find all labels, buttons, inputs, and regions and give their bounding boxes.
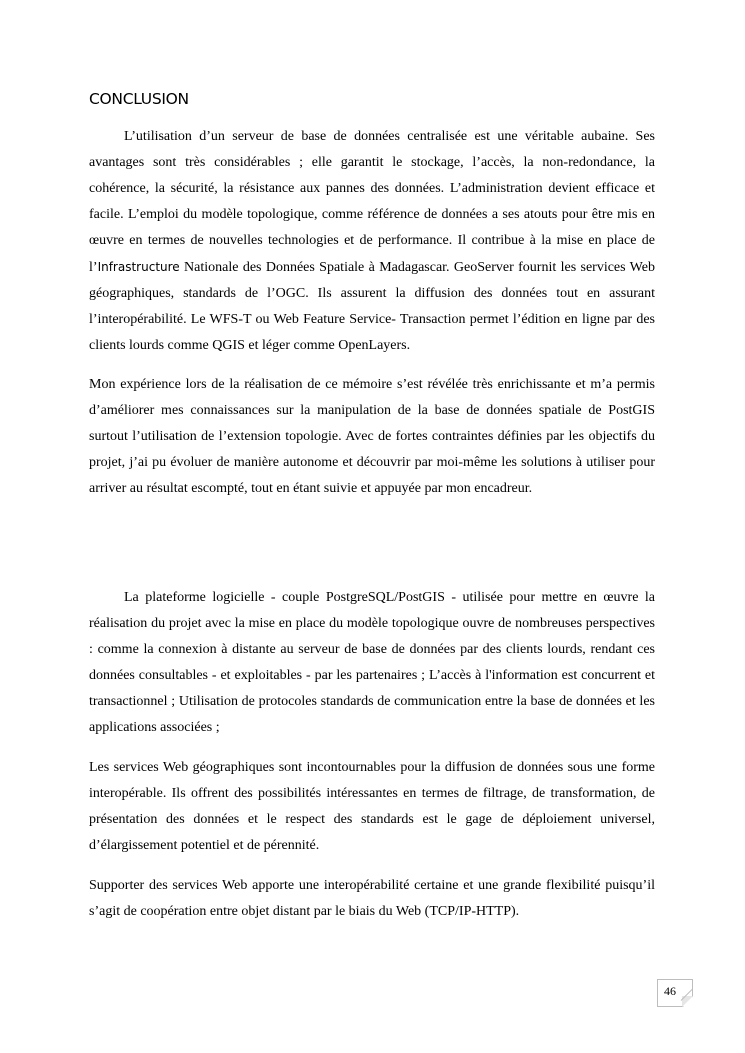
paragraph-experience: Mon expérience lors de la réalisation de ce mémoire s’est révélée très enrichissante et m’a permis d’améliorer mes connaissances sur la manipulation de la base de données spatiale de PostGIS surtout l’utilisation de l’extension topologie. Avec de fortes contraintes définies par les objectifs du projet, j’ai pu évoluer de manière autonome et découvrir par moi-même les solutions à utiliser pour arriver au résultat escompté, tout en étant suivie et appuyée par mon encadreur. <box>89 377 655 496</box>
paragraph-web-services: Les services Web géographiques sont incontournables pour la diffusion de données sous une forme interopérable. Ils offrent des possibilités intéressantes en termes de filtrage, de transformation, de présentation des données et le respect des standards est le gage de déploiement universel, d’élargissement potentiel et de pérennité. <box>89 760 655 853</box>
page-title: CONCLUSION <box>89 90 189 108</box>
paragraph-text: Nationale des Données Spatiale à Madagascar. GeoServer fournit les services Web géographiques, standards de l’OGC. Ils assurent la diffusion des données tout en assurant l’interopérabilité. Le WFS-T ou Web Feature Service- Transaction permet l’édition en ligne par des clients lourds comme QGIS et léger comme OpenLayers. <box>89 260 655 353</box>
paragraph-intro <box>89 124 655 359</box>
paragraph-support: Supporter des services Web apporte une interopérabilité certaine et une grande flexibilité puisqu’il s’agit de coopération entre objet distant par le biais du Web (TCP/IP-HTTP). <box>89 878 655 919</box>
paragraph-text: L’utilisation d’un serveur de base de données centralisée est une véritable aubaine. Ses avantages sont très considérables ; elle garantit le stockage, l’accès, la non-redondance, la cohérence, la sécurité, la résistance aux pannes des données. L’administration devient efficace et facile. L’emploi du modèle topologique, comme référence de données a ses atouts pour être mis en œuvre en termes de nouvelles technologies et de performance. Il contribue à la mise en place de l’ <box>89 129 655 275</box>
paragraph-platform: La plateforme logicielle - couple PostgreSQL/PostGIS - utilisée pour mettre en œuvre la réalisation du projet avec la mise en place du modèle topologique ouvre de nombreuses perspectives : comme la connexion à distante au serveur de base de données par des clients lourds, rendant ces données consultables - et exploitables - par les partenaires ; L’accès à l'information est concurrent et transactionnel ; Utilisation de protocoles standards de communication entre la base de données et les applications associées ; <box>89 590 655 735</box>
page-number: 46 <box>664 984 676 998</box>
paragraph-text-sans: Infrastructure <box>97 260 180 274</box>
